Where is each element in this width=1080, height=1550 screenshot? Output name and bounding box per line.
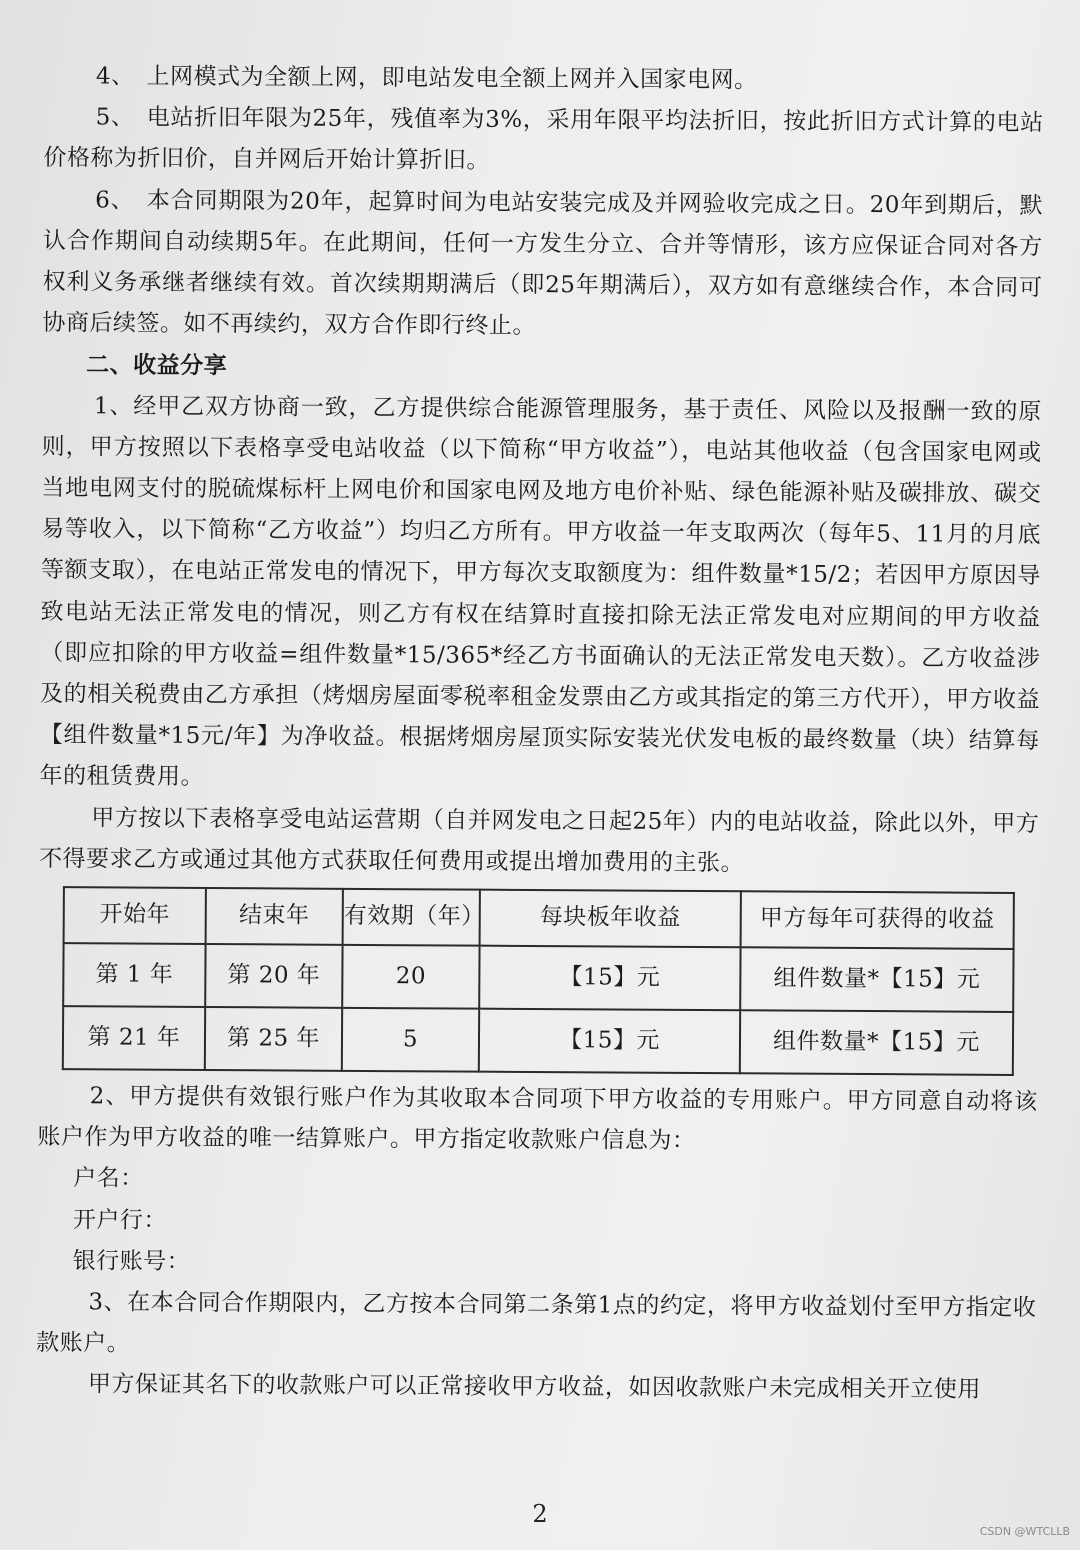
page-number: 2 bbox=[532, 1500, 548, 1528]
clause-1-continuation: 甲方按以下表格享受电站运营期（自并网发电之日起25年）内的电站收益，除此以外，甲方不得要求乙方或通过其他方式获取任何费用或提出增加费用的主张。 bbox=[39, 804, 1040, 877]
table-cell: 20 bbox=[342, 945, 479, 1009]
clause-6: 6、 本合同期限为20年，起算时间为电站安装完成及并网验收完成之日。20年到期后，默认合作期间自动续期5年。在此期间，任何一方发生分立、合并等情形，该方应保证合同对各方权利义务承继者继续有效。首次续期期满后（即25年期满后），双方如有意继续合作，本合同可协商后续签。如不再续约，双方合作即行终止。 bbox=[42, 186, 1044, 340]
table-header-cell: 开始年 bbox=[64, 887, 206, 944]
watermark: CSDN @WTCLLB bbox=[979, 1525, 1070, 1538]
document-body bbox=[36, 56, 1044, 1412]
table-cell: 组件数量*【15】元 bbox=[740, 1010, 1013, 1075]
table-cell: 第 1 年 bbox=[63, 943, 205, 1007]
table-cell: 第 25 年 bbox=[205, 1007, 342, 1071]
table-header-cell: 每块板年收益 bbox=[480, 890, 741, 948]
clause-1: 1、经甲乙双方协商一致，乙方提供综合能源管理服务，基于责任、风险以及报酬一致的原则，甲方按照以下表格享受电站收益（以下简称“甲方收益”），电站其他收益（包含国家电网或当地电网支付的脱硫煤标杆上网电价和国家电网及地方电价补贴、绿色能源补贴及碳排放、碳交易等收入，以下简称“乙方收益”）均归乙方所有。甲方收益一年支取两次（每年5、11月的月底等额支取），在电站正常发电的情况下，甲方每次支取额度为：组件数量*15/2；若因甲方原因导致电站无法正常发电的情况，则乙方有权在结算时直接扣除无法正常发电对应期间的甲方收益（即应扣除的甲方收益=组件数量*15/365*经乙方书面确认的无法正常发电天数）。乙方收益涉及的相关税费由乙方承担（烤烟房屋面零税率租金发票由乙方或其指定的第三方代开），甲方收益【组件数量*15元/年】为净收益。根据烤烟房屋顶实际安装光伏发电板的最终数量（块）结算每年的租赁费用。 bbox=[39, 392, 1042, 791]
table-header-cell: 有效期（年） bbox=[343, 889, 480, 946]
table-cell: 组件数量*【15】元 bbox=[740, 947, 1013, 1012]
clause-2: 2、甲方提供有效银行账户作为其收取本合同项下甲方收益的专用账户。甲方同意自动将该账户作为甲方收益的唯一结算账户。甲方指定收款账户信息为： bbox=[37, 1083, 1038, 1155]
clause-4: 4、 上网模式为全额上网，即电站发电全额上网并入国家电网。 bbox=[95, 63, 758, 94]
table-header-cell: 甲方每年可获得的收益 bbox=[741, 891, 1014, 949]
table-header-row bbox=[64, 887, 1014, 949]
table-row bbox=[63, 943, 1013, 1012]
section-heading: 二、收益分享 bbox=[86, 351, 228, 380]
table-cell: 5 bbox=[342, 1008, 479, 1072]
revenue-table bbox=[62, 886, 1015, 1076]
clause-3: 3、在本合同合作期限内，乙方按本合同第二条第1点的约定，将甲方收益划付至甲方指定收款账户。 bbox=[36, 1289, 1037, 1357]
table-header-cell: 结束年 bbox=[206, 888, 343, 945]
table-cell: 第 20 年 bbox=[205, 944, 342, 1008]
clause-5: 5、 电站折旧年限为25年，残值率为3%，采用年限平均法折旧，按此折旧方式计算的电站价格称为折旧价，自并网后开始计算折旧。 bbox=[43, 104, 1044, 175]
table-row bbox=[63, 1006, 1013, 1075]
clause-3-continuation: 甲方保证其名下的收款账户可以正常接收甲方收益，如因收款账户未完成相关开立使用 bbox=[87, 1371, 981, 1404]
table-cell: 【15】元 bbox=[479, 1009, 740, 1074]
table-cell: 【15】元 bbox=[479, 946, 740, 1011]
bank-branch-field: 开户行： bbox=[72, 1206, 167, 1234]
account-number-field: 银行账号： bbox=[72, 1248, 191, 1275]
table-cell: 第 21 年 bbox=[63, 1006, 205, 1070]
account-name-field: 户名： bbox=[73, 1165, 144, 1193]
